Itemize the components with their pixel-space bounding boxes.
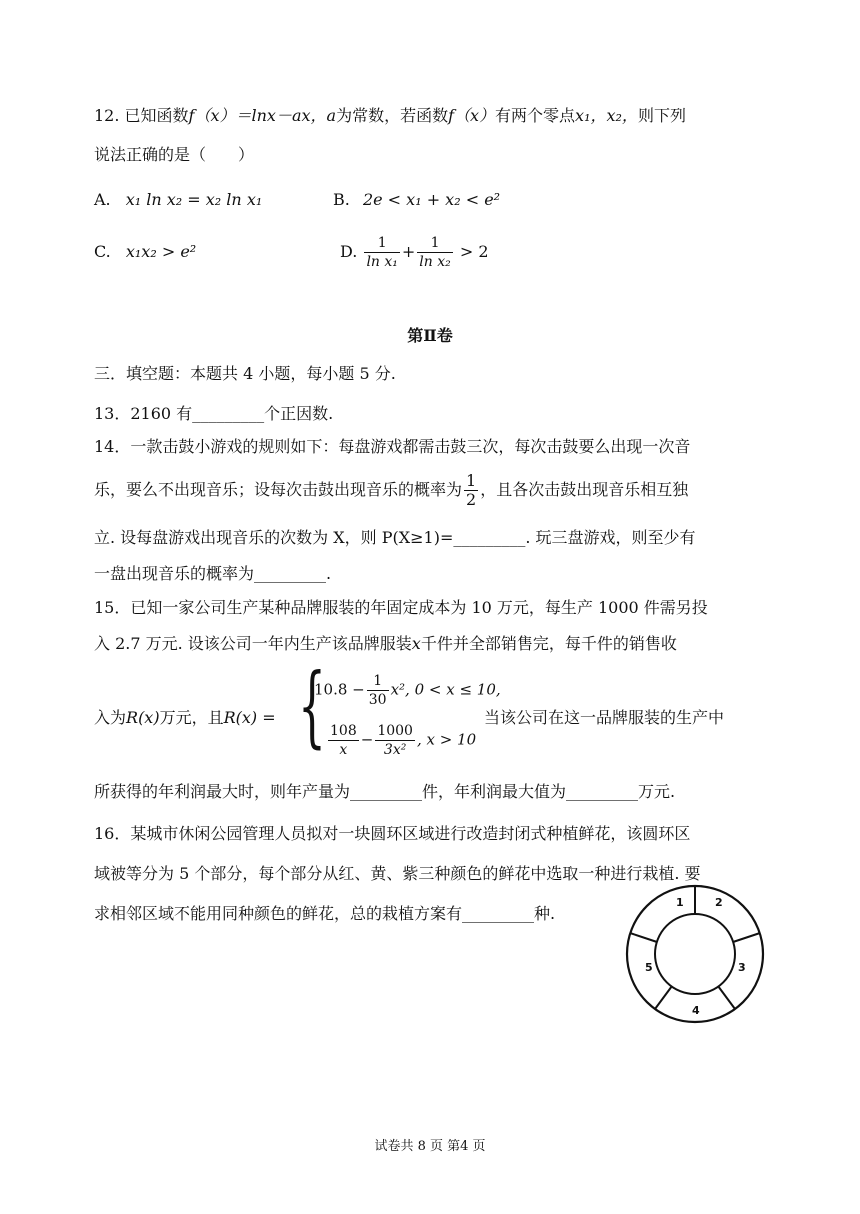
region-label-5: 5: [645, 961, 653, 974]
q12-function: f（x）＝lnx－ax，: [188, 106, 327, 125]
ring-diagram: [620, 878, 770, 1028]
option-a-expr: x₁ ln x₂ = x₂ ln x₁: [125, 190, 263, 209]
case2-num1: 108: [330, 723, 357, 739]
case1-a: 10.8 −: [314, 680, 365, 699]
q12-zeros: x₁，x₂，: [575, 106, 638, 125]
q12-line2: 说法正确的是（ ）: [94, 145, 255, 164]
option-d-plus: +: [401, 242, 416, 261]
q16-line2: 域被等分为 5 个部分，每个部分从红、黄、紫三种颜色的鲜花中选取一种进行栽植. 要: [94, 864, 701, 883]
piecewise-brace: {: [298, 654, 326, 757]
q15-line1: 15．已知一家公司生产某种品牌服装的年固定成本为 10 万元，每生产 1000 件需另投: [94, 598, 708, 617]
piecewise-case2: [326, 722, 476, 759]
option-d-tail: > 2: [459, 242, 489, 261]
option-c-expr: x₁x₂ > e²: [125, 242, 197, 261]
part3-header: 三．填空题：本题共 4 小题，每小题 5 分.: [94, 364, 396, 383]
q14-line1: 14．一款击鼓小游戏的规则如下：每盘游戏都需击鼓三次，每次击鼓要么出现一次音: [94, 437, 691, 456]
region-label-2: 2: [715, 896, 723, 909]
q12-line1: [94, 106, 686, 126]
q12-option-a: [94, 190, 262, 210]
q16-line3: 求相邻区域不能用同种颜色的鲜花，总的栽植方案有_________种.: [94, 904, 556, 923]
q15-line2-b: 千件并全部销售完，每千件的销售收: [420, 634, 677, 653]
region-label-3: 3: [738, 961, 746, 974]
q13: 13．2160 有_________个正因数.: [94, 404, 334, 423]
q12-mid: 为常数，若函数: [336, 106, 449, 125]
q15-R: R(x): [126, 708, 160, 727]
section-title: 第Ⅱ卷: [407, 326, 453, 345]
case1-num: 1: [367, 672, 389, 691]
q12-option-d: [340, 228, 489, 276]
q15-line2-a: 入 2.7 万元. 设该公司一年内生产该品牌服装: [94, 634, 412, 653]
option-d-label: D.: [340, 242, 358, 261]
option-d-frac1: [364, 234, 399, 271]
q14-line4: 一盘出现音乐的概率为_________.: [94, 564, 332, 583]
q16-line1: 16．某城市休闲公园管理人员拟对一块圆环区域进行改造封闭式种植鲜花，该圆环区: [94, 824, 691, 843]
q12-prefix: 12. 已知函数: [94, 106, 189, 125]
q14-line2-a: 乐，要么不出现音乐；设每次击鼓出现音乐的概率为: [94, 480, 463, 499]
q15-x: x: [411, 634, 421, 653]
q14-line2-b: ，且各次击鼓出现音乐相互独: [480, 480, 689, 499]
frac2-den: ln x₂: [419, 254, 451, 270]
q12-suffix: 有两个零点: [495, 106, 576, 125]
q14-frac-num: 1: [466, 471, 477, 490]
case2-minus: −: [360, 730, 374, 749]
case2-frac1: [328, 722, 359, 759]
region-label-1: 1: [676, 896, 684, 909]
q12-function2: f（x）: [448, 106, 496, 125]
inner-circle: [655, 914, 735, 994]
q12-a: a: [326, 106, 337, 125]
option-d-frac2: [417, 234, 452, 271]
q14-line2: [94, 470, 688, 510]
frac2-num: 1: [417, 234, 452, 253]
case2-b: , x > 10: [416, 730, 477, 749]
option-a-label: A.: [94, 190, 111, 209]
q12-option-c: [94, 242, 196, 262]
option-b-label: B.: [333, 190, 350, 209]
case2-frac2: [375, 722, 415, 759]
q15-line3-left: [94, 708, 276, 728]
q15-line4: 所获得的年利润最大时，则年产量为_________件，年利润最大值为_________万元.: [94, 782, 676, 801]
q12-end: 则下列: [637, 106, 686, 125]
case2-num2: 1000: [377, 723, 413, 739]
case1-frac: [367, 672, 389, 709]
case2-den2: 3x²: [383, 742, 407, 758]
q12-option-b: [333, 190, 500, 210]
q14-frac: [464, 472, 478, 509]
case1-den: 30: [368, 692, 387, 708]
case2-den1: x: [339, 742, 348, 758]
page-footer: 试卷共 8 页 第4 页: [374, 1139, 486, 1154]
region-label-4: 4: [692, 1004, 700, 1017]
q15-line2: [94, 634, 677, 654]
q15-R2: R(x) =: [223, 708, 276, 727]
case1-b: x², 0 < x ≤ 10,: [390, 680, 501, 699]
frac1-num: 1: [364, 234, 399, 253]
piecewise-case1: [314, 672, 501, 709]
q14-line3: 立. 设每盘游戏出现音乐的次数为 X，则 P(X≥1)=_________. 玩三盘游戏，则至少有: [94, 528, 696, 547]
frac1-den: ln x₁: [366, 254, 398, 270]
q15-line3-b: 万元，且: [159, 708, 224, 727]
option-b-expr: 2e < x₁ + x₂ < e²: [362, 190, 501, 209]
q15-line3-a: 入为: [94, 708, 127, 727]
q15-line3-right: 当该公司在这一品牌服装的生产中: [484, 708, 725, 727]
q14-frac-den: 2: [466, 490, 477, 509]
option-c-label: C.: [94, 242, 111, 261]
